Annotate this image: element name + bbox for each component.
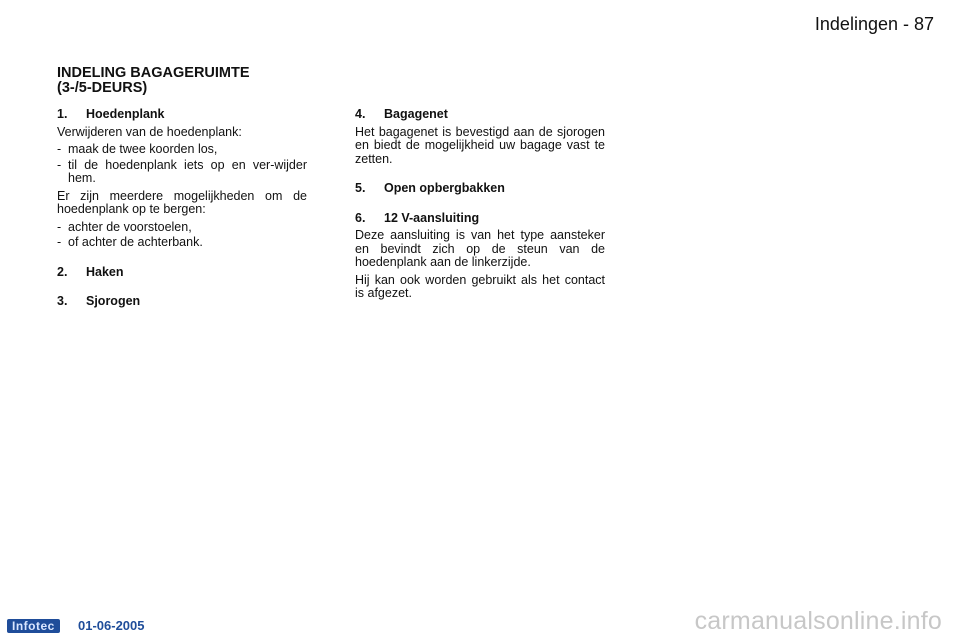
section-title-line1: INDELING BAGAGERUIMTE: [57, 65, 250, 81]
list-item: - achter de voorstoelen,: [57, 221, 307, 235]
item-number: 1.: [57, 107, 68, 121]
item-number: 3.: [57, 294, 68, 308]
item-title: Hoedenplank: [86, 107, 165, 121]
footer-date: 01-06-2005: [78, 618, 145, 633]
paragraph: Hij kan ook worden gebruikt als het contact is afgezet.: [355, 272, 605, 300]
right-column: [355, 108, 605, 317]
watermark: carmanualsonline.info: [694, 607, 942, 635]
section-title: [57, 66, 337, 96]
list-item: - of achter de achterbank.: [57, 236, 307, 250]
item-12v-aansluiting: [355, 212, 605, 301]
item-title: Bagagenet: [384, 107, 448, 121]
item-heading: [355, 108, 605, 122]
item-heading: [57, 295, 307, 309]
list-item: - maak de twee koorden los,: [57, 143, 307, 157]
item-heading: [355, 212, 605, 226]
paragraph: Verwijderen van de hoedenplank:: [57, 124, 242, 139]
item-number: 2.: [57, 264, 68, 279]
section-title-line2: (3-/5-DEURS): [57, 80, 148, 96]
item-number: 4.: [355, 107, 366, 121]
item-sjorogen: [57, 295, 307, 309]
paragraph: Deze aansluiting is van het type aansteker en bevindt zich op de steun van de hoedenplank aan de linkerzijde.: [355, 228, 605, 269]
item-title: Open opbergbakken: [384, 181, 505, 195]
infotec-logo: Infotec: [7, 619, 60, 633]
item-hoedenplank: [57, 108, 307, 250]
item-bagagenet: [355, 108, 605, 166]
paragraph: Het bagagenet is bevestigd aan de sjorogen en biedt de mogelijkheid uw bagage vast te zetten.: [355, 124, 605, 166]
item-number: 5.: [355, 181, 366, 195]
item-number: 6.: [355, 210, 366, 225]
storage-list: [57, 221, 307, 250]
item-title: Haken: [86, 264, 124, 279]
item-heading: [57, 108, 307, 122]
paragraph: Er zijn meerdere mogelijkheden om de hoedenplank op te bergen:: [57, 188, 307, 216]
page-header-title: Indelingen - 87: [814, 14, 934, 34]
list-item: - til de hoedenplank iets op en ver-wijder hem.: [57, 159, 307, 186]
item-heading: [355, 182, 605, 196]
steps-list: [57, 143, 307, 186]
item-title: Sjorogen: [86, 294, 141, 308]
item-title: 12 V-aansluiting: [384, 210, 480, 225]
item-open-opbergbakken: [355, 182, 605, 196]
left-column: [57, 108, 307, 325]
item-haken: [57, 266, 307, 280]
item-heading: [57, 266, 307, 280]
